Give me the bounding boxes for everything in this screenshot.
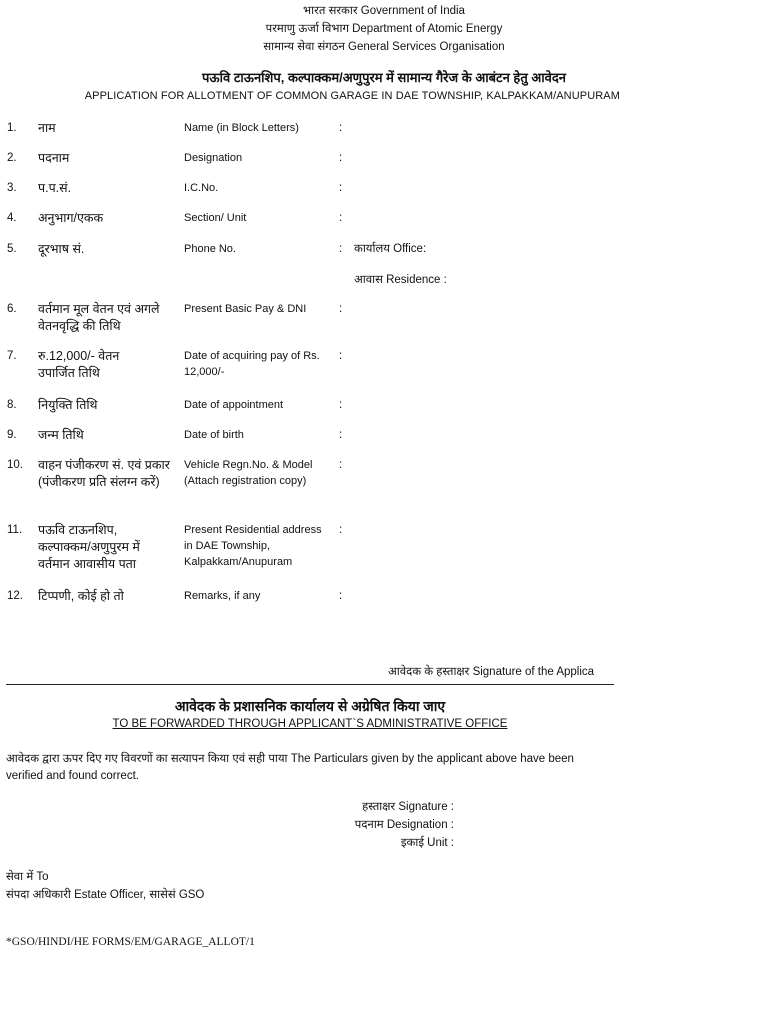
addressee-to: सेवा में To	[6, 871, 49, 883]
applicant-signature-label: आवेदक के हस्ताक्षर Signature of the Applica	[388, 666, 595, 678]
field-number: 8.	[7, 399, 17, 411]
header-line-2: परमाणु ऊर्जा विभाग Department of Atomic Energy	[265, 23, 503, 35]
field-label-hindi: रु.12,000/- वेतन उपार्जित तिथि	[38, 349, 120, 380]
field-number: 5.	[7, 243, 17, 255]
field-label-english: Date of acquiring pay of Rs. 12,000/-	[184, 350, 320, 378]
office-unit-label: इकाई Unit :	[400, 837, 454, 849]
field-label-english: Remarks, if any	[184, 590, 261, 602]
field-label-hindi: पदनाम	[38, 151, 70, 165]
field-colon: :	[339, 350, 343, 362]
field-colon: :	[339, 459, 343, 471]
field-label-hindi: दूरभाष सं.	[38, 242, 85, 256]
field-label-english: Name (in Block Letters)	[184, 122, 299, 134]
field-number: 12.	[7, 590, 23, 602]
field-label-english: Date of birth	[184, 429, 244, 441]
field-colon: :	[339, 429, 343, 441]
field-number: 1.	[7, 122, 17, 134]
header-line-3: सामान्य सेवा संगठन General Services Organisation	[263, 41, 505, 53]
field-colon: :	[339, 122, 343, 134]
field-colon: :	[339, 243, 343, 255]
field-number: 10.	[7, 459, 23, 471]
field-label-english: Present Basic Pay & DNI	[184, 303, 307, 315]
field-label-english: Phone No.	[184, 243, 236, 255]
field-colon: :	[339, 303, 343, 315]
field-label-english: Present Residential address in DAE Township, Kalpakkam/Anupuram	[184, 524, 322, 568]
section-divider	[6, 684, 614, 685]
title-english: APPLICATION FOR ALLOTMENT OF COMMON GARAGE IN DAE TOWNSHIP, KALPAKKAM/ANUPURAM	[84, 90, 620, 102]
field-label-hindi: जन्म तिथि	[38, 428, 84, 442]
field-label-english: Section/ Unit	[184, 212, 247, 224]
field-number: 2.	[7, 152, 17, 164]
field-colon: :	[339, 182, 343, 194]
field-number: 4.	[7, 212, 17, 224]
field-label-hindi: प.प.सं.	[38, 181, 72, 195]
forward-heading-english: TO BE FORWARDED THROUGH APPLICANT`S ADMINISTRATIVE OFFICE	[112, 718, 508, 730]
title-hindi: पऊवि टाऊनशिप, कल्पाक्कम/अणुपुरम में सामान्य गैरेज के आबंटन हेतु आवेदन	[202, 70, 566, 85]
addressee-estate-officer: संपदा अधिकारी Estate Officer, सासेसं GSO	[6, 889, 205, 901]
field-label-hindi: वर्तमान मूल वेतन एवं अगले वेतनवृद्धि की तिथि	[38, 302, 160, 333]
office-designation-label: पदनाम Designation :	[354, 819, 454, 831]
verification-statement: आवेदक द्वारा ऊपर दिए गए विवरणों का सत्यापन किया एवं सही पाया The Particulars given by the applicant above have been verified and found correct.	[6, 753, 574, 782]
field-number: 3.	[7, 182, 17, 194]
field-number: 7.	[7, 350, 17, 362]
field-label-english: I.C.No.	[184, 182, 219, 194]
field-label-english: Vehicle Regn.No. & Model (Attach registration copy)	[184, 459, 313, 487]
field-label-english: Designation	[184, 152, 243, 164]
field-label-hindi: नाम	[38, 121, 56, 135]
field-label-hindi: टिप्पणी, कोई हो तो	[38, 589, 124, 603]
field-colon: :	[339, 152, 343, 164]
form-code: *GSO/HINDI/HE FORMS/EM/GARAGE_ALLOT/1	[6, 936, 255, 948]
field-label-hindi: नियुक्ति तिथि	[38, 398, 98, 412]
field-colon: :	[339, 399, 343, 411]
field-colon: :	[339, 212, 343, 224]
office-signature-label: हस्ताक्षर Signature :	[362, 801, 454, 813]
field-number: 6.	[7, 303, 17, 315]
field-label-hindi: वाहन पंजीकरण सं. एवं प्रकार (पंजीकरण प्रति संलग्न करें)	[38, 458, 170, 489]
field-colon: :	[339, 524, 343, 536]
field-number: 11.	[7, 524, 23, 536]
field-colon: :	[339, 590, 343, 602]
phone-residence-label: आवास Residence :	[354, 274, 447, 286]
field-label-hindi: अनुभाग/एकक	[38, 211, 104, 225]
phone-office-label: कार्यालय Office:	[354, 243, 427, 255]
field-label-english: Date of appointment	[184, 399, 284, 411]
forward-heading-hindi: आवेदक के प्रशासनिक कार्यालय से अग्रेषित किया जाए	[174, 698, 446, 714]
field-label-hindi: पऊवि टाऊनशिप, कल्पाक्कम/अणुपुरम में वर्तमान आवासीय पता	[38, 523, 140, 571]
field-number: 9.	[7, 429, 17, 441]
header-line-1: भारत सरकार Government of India	[303, 5, 465, 17]
